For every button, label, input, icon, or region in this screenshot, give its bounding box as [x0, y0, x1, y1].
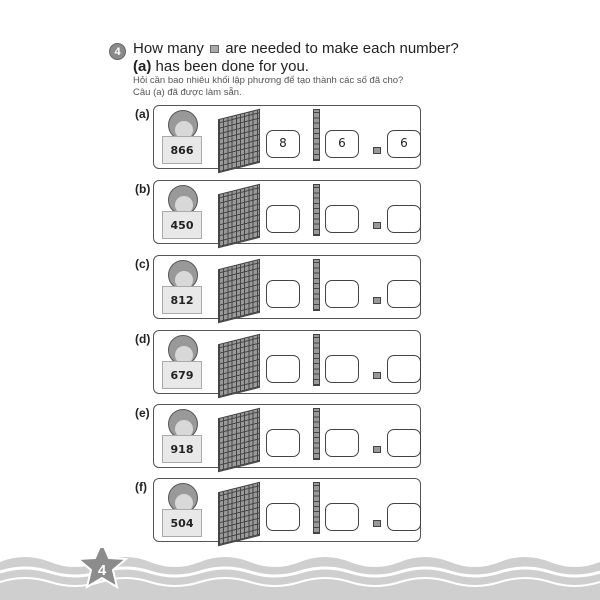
ten-rod-icon [313, 334, 320, 386]
ones-answer-box[interactable] [387, 355, 421, 383]
row-panel [153, 180, 421, 244]
hundred-flat-icon [218, 408, 260, 472]
hundred-flat-icon [218, 184, 260, 248]
question-title [133, 40, 459, 57]
ten-rod-icon [313, 259, 320, 311]
exercise-row [135, 105, 425, 169]
hundreds-answer-box[interactable] [266, 503, 300, 531]
question-number-badge: 4 [109, 43, 126, 60]
tens-answer-box[interactable] [325, 355, 359, 383]
hundreds-answer-box[interactable] [266, 355, 300, 383]
ones-answer-box[interactable]: 6 [387, 130, 421, 158]
unit-cube-icon [373, 446, 381, 453]
vietnamese-instruction-1: Hỏi cần bao nhiêu khối lập phương để tạo thành các số đã cho? [133, 75, 404, 86]
decorative-wave-footer [0, 548, 600, 600]
number-card: 450 [162, 211, 202, 239]
hundreds-answer-box[interactable] [266, 280, 300, 308]
ten-rod-icon [313, 184, 320, 236]
tens-answer-box[interactable] [325, 503, 359, 531]
ten-rod-icon [313, 408, 320, 460]
cube-icon [210, 45, 219, 53]
hundred-flat-icon [218, 482, 260, 546]
row-label: (e) [135, 406, 150, 420]
tens-answer-box[interactable]: 6 [325, 130, 359, 158]
exercise-row [135, 180, 425, 244]
unit-cube-icon [373, 297, 381, 304]
exercise-row [135, 478, 425, 542]
row-label: (b) [135, 182, 151, 196]
hundred-flat-icon [218, 109, 260, 173]
ten-rod-icon [313, 482, 320, 534]
row-panel [153, 255, 421, 319]
unit-cube-icon [373, 222, 381, 229]
exercise-row [135, 330, 425, 394]
row-label: (f) [135, 480, 147, 494]
tens-answer-box[interactable] [325, 280, 359, 308]
row-panel [153, 330, 421, 394]
number-card: 504 [162, 509, 202, 537]
number-card: 866 [162, 136, 202, 164]
exercise-row [135, 255, 425, 319]
row-label: (d) [135, 332, 151, 346]
number-card: 918 [162, 435, 202, 463]
example-text: has been done for you. [151, 58, 309, 75]
exercise-row [135, 404, 425, 468]
question-text-start: How many [133, 40, 204, 57]
page-number: 4 [97, 562, 107, 579]
question-subtitle [133, 58, 309, 75]
ones-answer-box[interactable] [387, 280, 421, 308]
vietnamese-instruction-2: Câu (a) đã được làm sẵn. [133, 87, 242, 98]
ten-rod-icon [313, 109, 320, 161]
unit-cube-icon [373, 520, 381, 527]
hundred-flat-icon [218, 334, 260, 398]
ones-answer-box[interactable] [387, 205, 421, 233]
hundreds-answer-box[interactable] [266, 429, 300, 457]
row-panel [153, 105, 421, 169]
unit-cube-icon [373, 147, 381, 154]
ones-answer-box[interactable] [387, 503, 421, 531]
row-label: (a) [135, 107, 150, 121]
question-text-end: are needed to make each number? [225, 40, 459, 57]
row-label: (c) [135, 257, 150, 271]
row-panel [153, 478, 421, 542]
tens-answer-box[interactable] [325, 205, 359, 233]
unit-cube-icon [373, 372, 381, 379]
number-card: 679 [162, 361, 202, 389]
row-panel [153, 404, 421, 468]
hundred-flat-icon [218, 259, 260, 323]
ones-answer-box[interactable] [387, 429, 421, 457]
hundreds-answer-box[interactable] [266, 205, 300, 233]
hundreds-answer-box[interactable]: 8 [266, 130, 300, 158]
example-label: (a) [133, 58, 152, 75]
number-card: 812 [162, 286, 202, 314]
tens-answer-box[interactable] [325, 429, 359, 457]
